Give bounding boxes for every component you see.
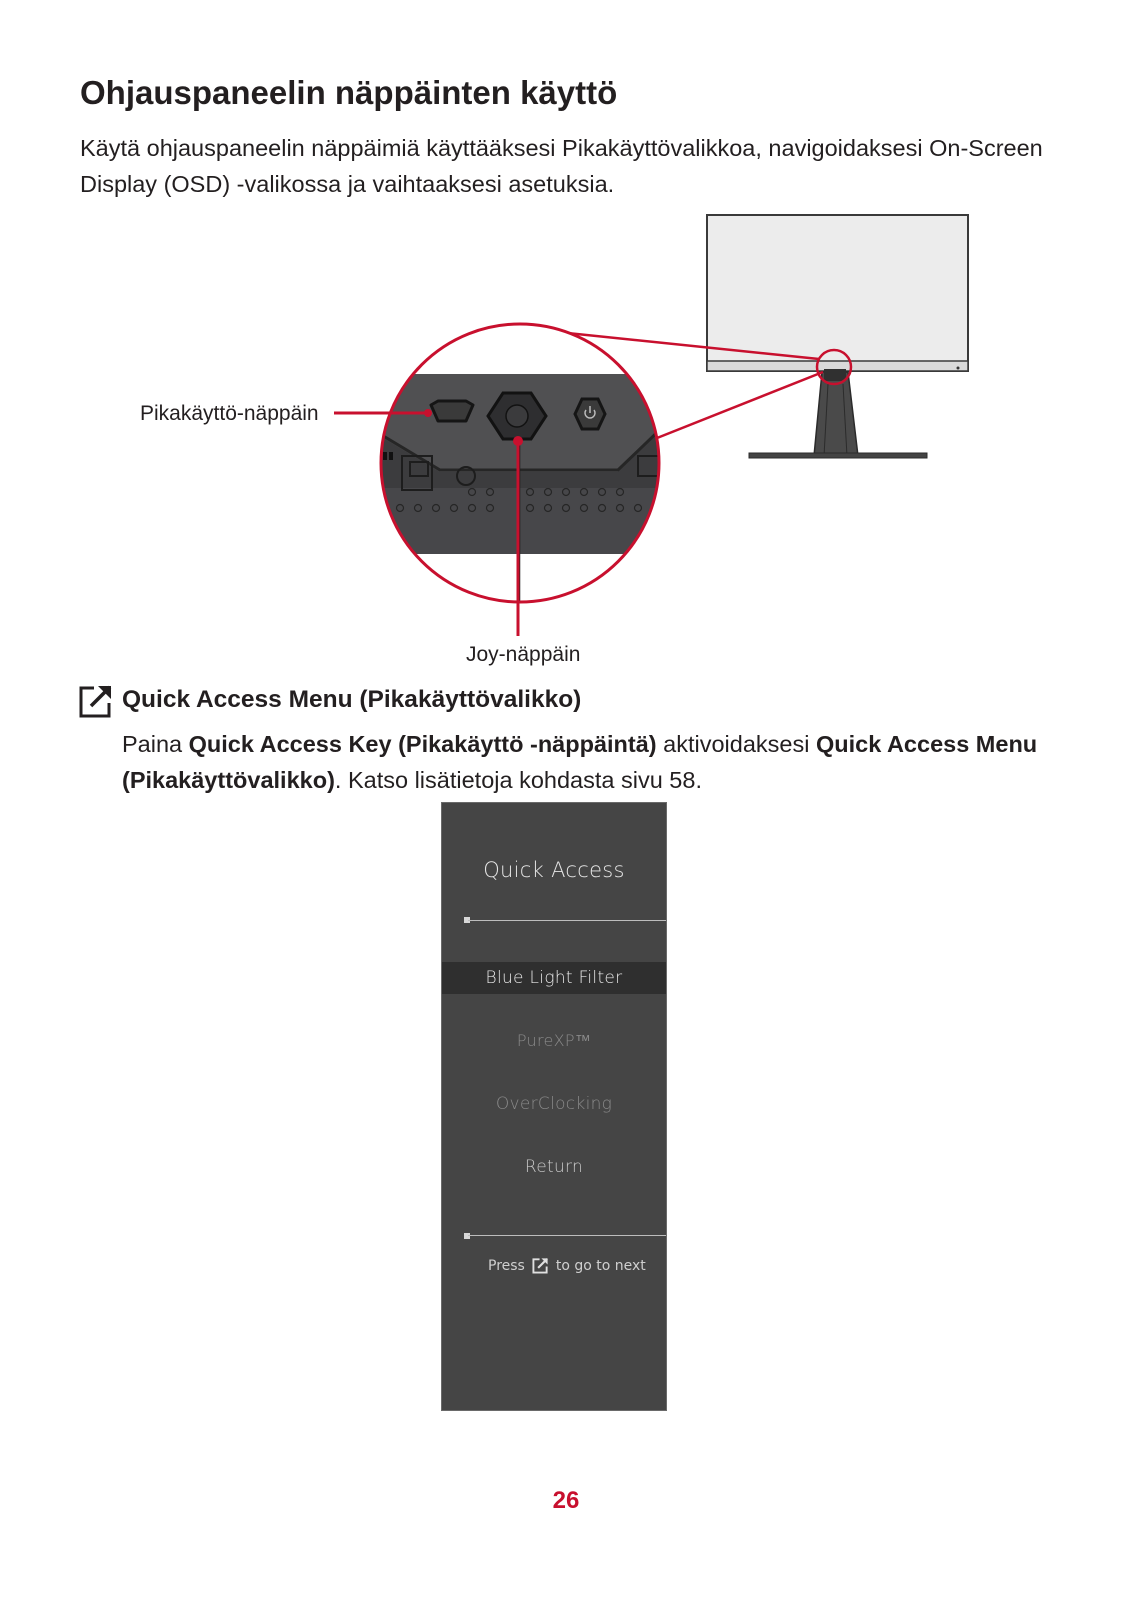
osd-hint-next: to go to next [555, 1257, 646, 1274]
section-body [122, 726, 1082, 798]
body-text: Paina [122, 731, 189, 757]
quick-access-arrow-icon [78, 683, 114, 719]
body-text: . Katso lisätietoja kohdasta sivu 58. [334, 767, 702, 793]
osd-menu-item-return[interactable]: Return [524, 1157, 584, 1177]
section-heading: Quick Access Menu (Pikakäyttövalikko) [122, 686, 582, 713]
body-bold-text: Quick Access Key (Pikakäyttö -näppäintä) [188, 731, 657, 757]
monitor-icon [707, 215, 968, 458]
quick-access-arrow-icon [532, 1257, 549, 1274]
osd-hint [488, 1257, 646, 1274]
osd-menu-item-purexp[interactable]: PureXP™ [516, 1031, 592, 1050]
osd-menu-item-blue-light-filter[interactable]: Blue Light Filter [485, 968, 623, 988]
page-title: Ohjauspaneelin näppäinten käyttö [80, 74, 618, 111]
quick-access-key-label: Pikakäyttö-näppäin [140, 402, 319, 425]
osd-hint-press: Press [488, 1257, 525, 1274]
body-text: aktivoidaksesi [656, 731, 816, 757]
page-number: 26 [552, 1487, 580, 1514]
osd-title: Quick Access [483, 858, 625, 882]
osd-divider [468, 920, 667, 921]
control-panel-illustration [0, 0, 1132, 700]
osd-quick-access-menu [441, 802, 667, 1411]
joy-key-label: Joy-näppäin [466, 643, 581, 666]
intro-paragraph: Käytä ohjauspaneelin näppäimiä käyttääksesi Pikakäyttövalikkoa, navigoidaksesi On-Screen Display (OSD) -valikossa ja vaihtaaksesi asetuksia. [80, 135, 1043, 197]
body-bold-text: Quick Access Menu (Pikakäyttövalikko) [122, 731, 1038, 793]
osd-divider-dot [464, 1233, 470, 1239]
osd-divider [468, 1235, 667, 1236]
zoomed-control-panel [370, 320, 670, 620]
osd-menu-item-overclocking[interactable]: OverClocking [495, 1094, 613, 1114]
